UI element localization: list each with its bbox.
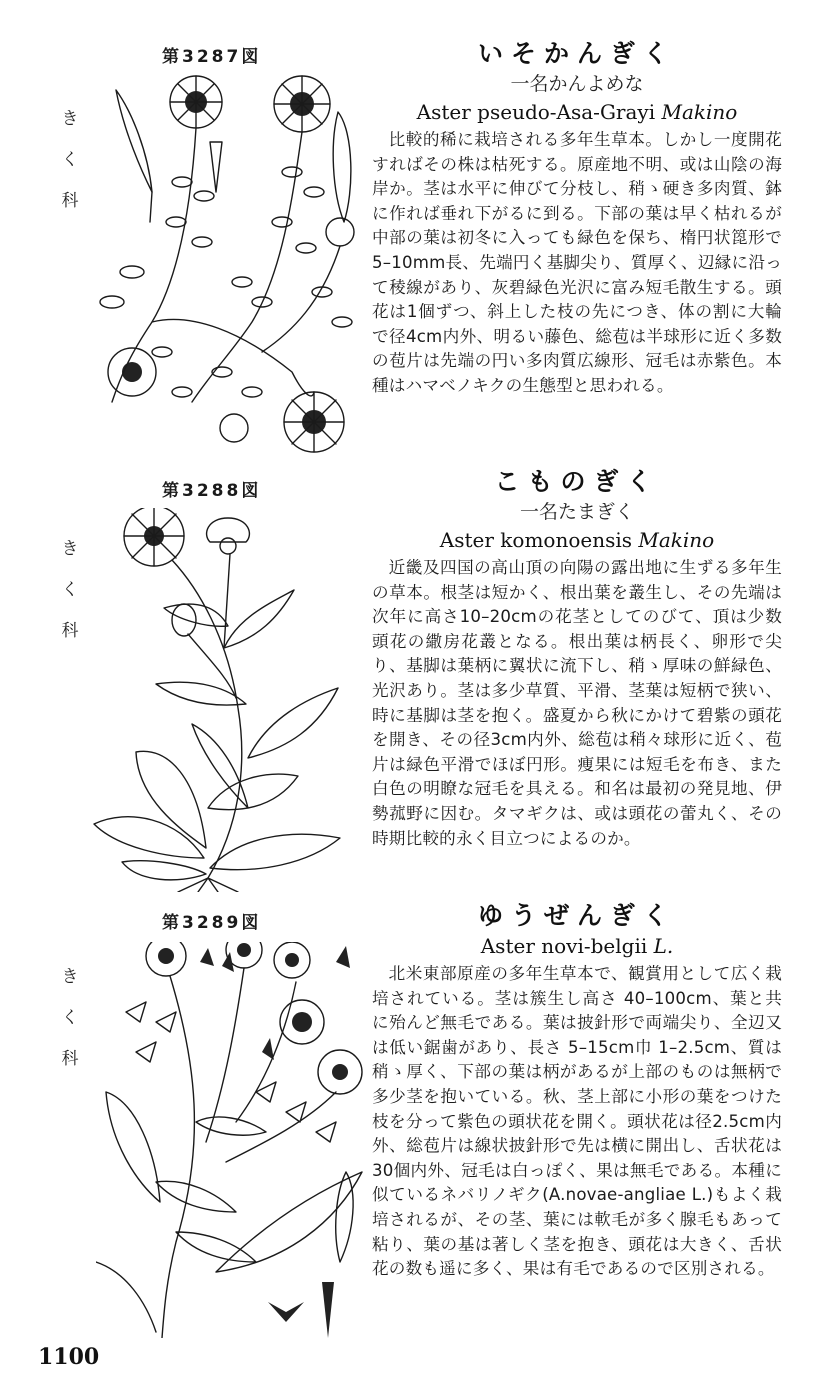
description: 比較的稀に栽培される多年生草本。しかし一度開花すればその株は枯死する。原産地不明、或は山陰の海岸か。茎は水平に伸びて分枝し、稍ゝ硬き多肉質、鉢に作れば垂れ下がるに到る。下部の葉は早く枯れるが中部の葉は初冬に入っても緑色を保ち、楕円状箆形で5–10mm長、先端円く基脚尖り、質厚く、辺縁に沿って稜線があり、灰碧緑色光沢に富み短毛散生する。頭花は1個ずつ、斜上した枝の先につき、体の割に大輪で径4cm内外、明るい藤色、総苞は半球形に近く多数の苞片は先端の円い多肉質広線形、冠毛は赤紫色。本種はハマベノキクの生態型と思われる。 bbox=[372, 130, 782, 395]
family-label bbox=[58, 104, 82, 211]
plant-illustration bbox=[88, 508, 352, 892]
plant-illustration bbox=[92, 72, 364, 464]
family-char: き bbox=[61, 109, 79, 129]
family-char: 科 bbox=[61, 1049, 79, 1069]
plant-illustration bbox=[96, 942, 366, 1338]
family-char: き bbox=[61, 539, 79, 559]
genus-species: Aster pseudo-Asa-Grayi bbox=[416, 100, 656, 124]
figure-label: 第3287図 bbox=[162, 47, 262, 67]
family-label bbox=[58, 534, 82, 641]
genus-species: Aster novi-belgii bbox=[480, 934, 648, 958]
japanese-name: こものぎく bbox=[494, 467, 660, 496]
authority: Makino bbox=[638, 528, 715, 552]
scientific-name bbox=[372, 932, 782, 960]
page-number: 1100 bbox=[38, 1344, 100, 1370]
family-label bbox=[58, 962, 82, 1069]
family-char: き bbox=[61, 967, 79, 987]
family-char: く bbox=[61, 1008, 79, 1028]
family-char: く bbox=[61, 150, 79, 170]
genus-species: Aster komonoensis bbox=[439, 528, 633, 552]
japanese-name: ゆうぜんぎく bbox=[477, 901, 676, 930]
description: 近畿及四国の高山頂の向陽の露出地に生ずる多年生の草本。根茎は短かく、根出葉を叢生し、その先端は次年に高さ10–20cmの花茎としてのびて、頂は少数頭花の繖房花叢となる。根出葉は柄長く、卵形で尖り、基脚は葉柄に翼状に流下し、稍ゝ厚味の鮮緑色、光沢あり。茎は多少草質、平滑、茎葉は短柄で狭い、時に基脚は茎を抱く。盛夏から秋にかけて碧紫の頭花を開き、その径3cm内外、総苞は稍々球形に近く、苞片は緑色平滑でほぼ円形。痩果には短毛を布き、また白色の明瞭な冠毛を具える。和名は最初の発見地、伊勢菰野に因む。タマギクは、或は頭花の蕾丸く、その時期比較的永く目立つによるのか。 bbox=[372, 558, 782, 848]
entry-text bbox=[372, 38, 782, 399]
authority: Makino bbox=[661, 100, 738, 124]
alternate-name: 一名かんよめな bbox=[510, 73, 644, 95]
entry-text bbox=[372, 466, 782, 851]
description: 北米東部原産の多年生草本で、観賞用として広く栽培されている。茎は簇生し高さ 40–100cm、葉と共に殆んど無毛である。葉は披針形で両端尖り、全辺又は低い鋸歯があり、長さ 5–15cm巾 1–2.5cm、質は稍ゝ厚く、下部の葉は柄があるが上部のものは無柄で多少茎を抱いている。秋、茎上部に小形の葉をつけた枝を分って紫色の頭状花を開く。頭状花は径2.5cm内外、総苞片は線状披針形で先は横に開出し、舌状花は30個内外、冠毛は白っぽく、果は無毛である。本種に似ているネバリノギク(A.novae-angliae L.)もよく栽培されるが、その茎、葉には軟毛が多く腺毛もあって粘り、葉の基は著しく茎を抱き、頭花は大きく、舌状花の数も遥に多く、果は有毛であるので区別される。 bbox=[372, 964, 782, 1279]
alternate-name: 一名たまぎく bbox=[519, 501, 634, 523]
figure-label: 第3288図 bbox=[162, 481, 262, 501]
entry-text bbox=[372, 900, 782, 1282]
japanese-name: いそかんぎく bbox=[477, 39, 676, 68]
scientific-name bbox=[372, 98, 782, 126]
figure-label: 第3289図 bbox=[162, 913, 262, 933]
authority: L. bbox=[653, 934, 674, 958]
scientific-name bbox=[372, 526, 782, 554]
family-char: く bbox=[61, 580, 79, 600]
family-char: 科 bbox=[61, 621, 79, 641]
family-char: 科 bbox=[61, 191, 79, 211]
